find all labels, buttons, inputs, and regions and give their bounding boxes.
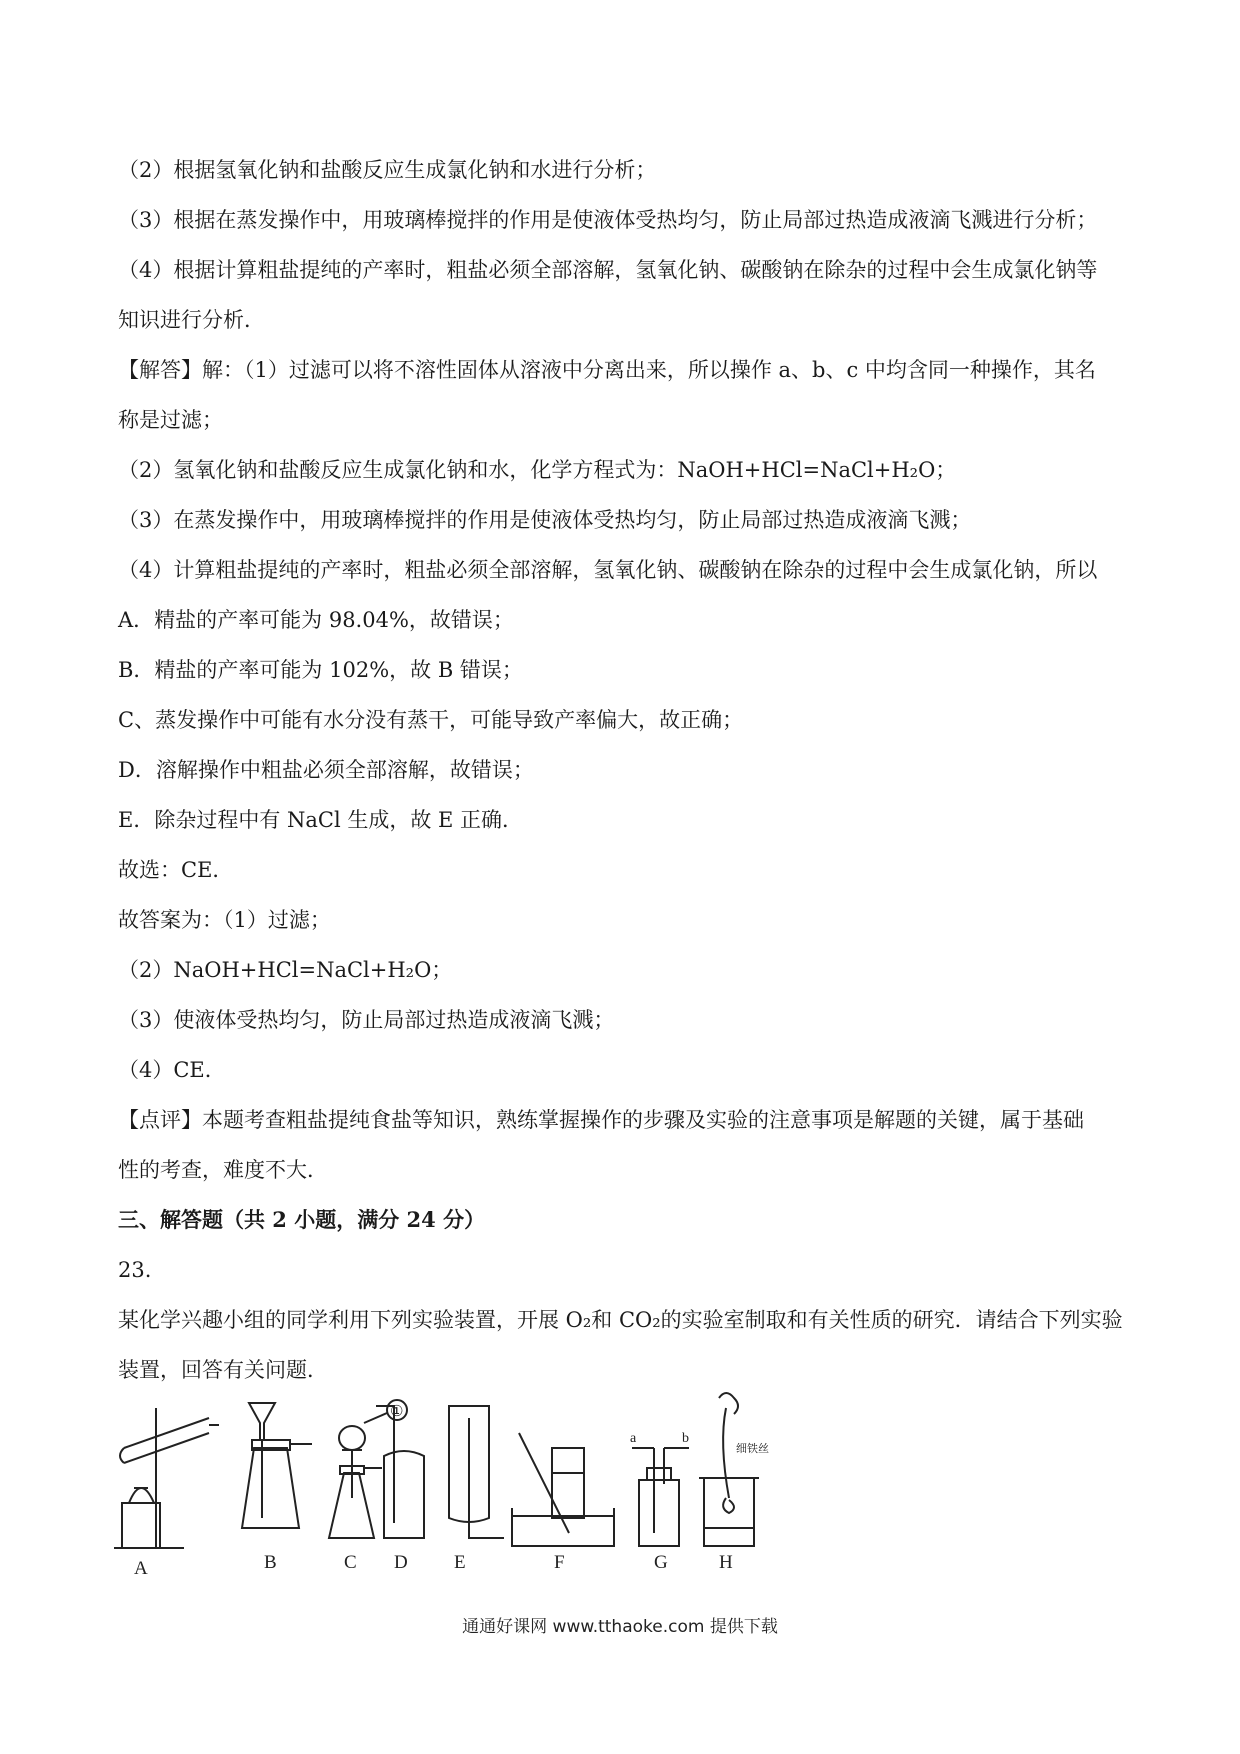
question-text: 某化学兴趣小组的同学利用下列实验装置，开展 O₂和 CO₂的实验室制取和有关性质的研究．请结合下列实验 [118, 1308, 1123, 1332]
label-f: F [554, 1552, 565, 1573]
label-iron-wire: 细铁丝 [736, 1443, 769, 1455]
question-text-cont: 装置，回答有关问题． [118, 1358, 328, 1382]
apparatus-g [632, 1448, 689, 1546]
answer-line-1: 【解答】解：（1）过滤可以将不溶性固体从溶液中分离出来，所以操作 a、b、c 中均含同一种操作，其名 [118, 358, 1096, 382]
label-b: B [264, 1552, 277, 1573]
answer-line-2: （2）氢氧化钠和盐酸反应生成氯化钠和水，化学方程式为：NaOH+HCl=NaCl+H₂O； [118, 458, 957, 482]
answer-line-3: （3）在蒸发操作中，用玻璃棒搅拌的作用是使液体受热均匀，防止局部过热造成液滴飞溅； [118, 508, 972, 532]
section-heading: 三、解答题（共 2 小题，满分 24 分） [118, 1207, 486, 1232]
label-c: C [344, 1552, 357, 1573]
analysis-line-2: （2）根据氢氧化钠和盐酸反应生成氯化钠和水进行分析； [118, 158, 657, 182]
apparatus-b [242, 1403, 312, 1528]
label-h: H [719, 1552, 733, 1573]
answer-line-1-cont: 称是过滤； [118, 408, 223, 432]
option-c: C、蒸发操作中可能有水分没有蒸干，可能导致产率偏大，故正确； [118, 708, 744, 732]
comment-line: 【点评】本题考查粗盐提纯食盐等知识，熟练掌握操作的步骤及实验的注意事项是解题的关键，属于基础 [118, 1108, 1084, 1132]
analysis-line-4-cont: 知识进行分析． [118, 308, 265, 332]
option-d: D．溶解操作中粗盐必须全部溶解，故错误； [118, 758, 534, 782]
label-port-b: b [682, 1431, 689, 1446]
analysis-line-3: （3）根据在蒸发操作中，用玻璃棒搅拌的作用是使液体受热均匀，防止局部过热造成液滴飞溅进行分析； [118, 208, 1098, 232]
analysis-line-4: （4）根据计算粗盐提纯的产率时，粗盐必须全部溶解，氢氧化钠、碳酸钠在除杂的过程中会生成氯化钠等 [118, 258, 1098, 282]
final-answer-1: 故答案为：（1）过滤； [118, 908, 331, 932]
option-e: E．除杂过程中有 NaCl 生成，故 E 正确． [118, 808, 524, 832]
option-a: A．精盐的产率可能为 98.04%，故错误； [118, 608, 514, 632]
answer-line-4: （4）计算粗盐提纯的产率时，粗盐必须全部溶解，氢氧化钠、碳酸钠在除杂的过程中会生成氯化钠，所以 [118, 558, 1098, 582]
label-port-a: a [630, 1431, 637, 1446]
apparatus-d [376, 1406, 424, 1538]
option-b: B．精盐的产率可能为 102%，故 B 错误； [118, 658, 523, 682]
label-a: A [134, 1558, 148, 1579]
final-answer-2: （2）NaOH+HCl=NaCl+H₂O； [118, 958, 453, 982]
final-answer-4: （4）CE． [118, 1058, 226, 1082]
label-d: D [394, 1552, 408, 1573]
label-g: G [654, 1552, 668, 1573]
apparatus-h [699, 1393, 759, 1546]
label-e: E [454, 1552, 466, 1573]
label-circle-1: ① [390, 1404, 404, 1420]
choice-result: 故选：CE． [118, 858, 234, 882]
final-answer-3: （3）使液体受热均匀，防止局部过热造成液滴飞溅； [118, 1008, 615, 1032]
apparatus-a [114, 1408, 219, 1548]
question-number: 23. [118, 1258, 152, 1282]
apparatus-f [512, 1433, 614, 1546]
apparatus-c [329, 1400, 407, 1538]
comment-line-cont: 性的考查，难度不大． [118, 1158, 328, 1182]
footer-download-note: 通通好课网 www.tthaoke.com 提供下载 [462, 1617, 778, 1637]
apparatus-e [449, 1406, 504, 1538]
apparatus-figure [114, 1388, 874, 1580]
